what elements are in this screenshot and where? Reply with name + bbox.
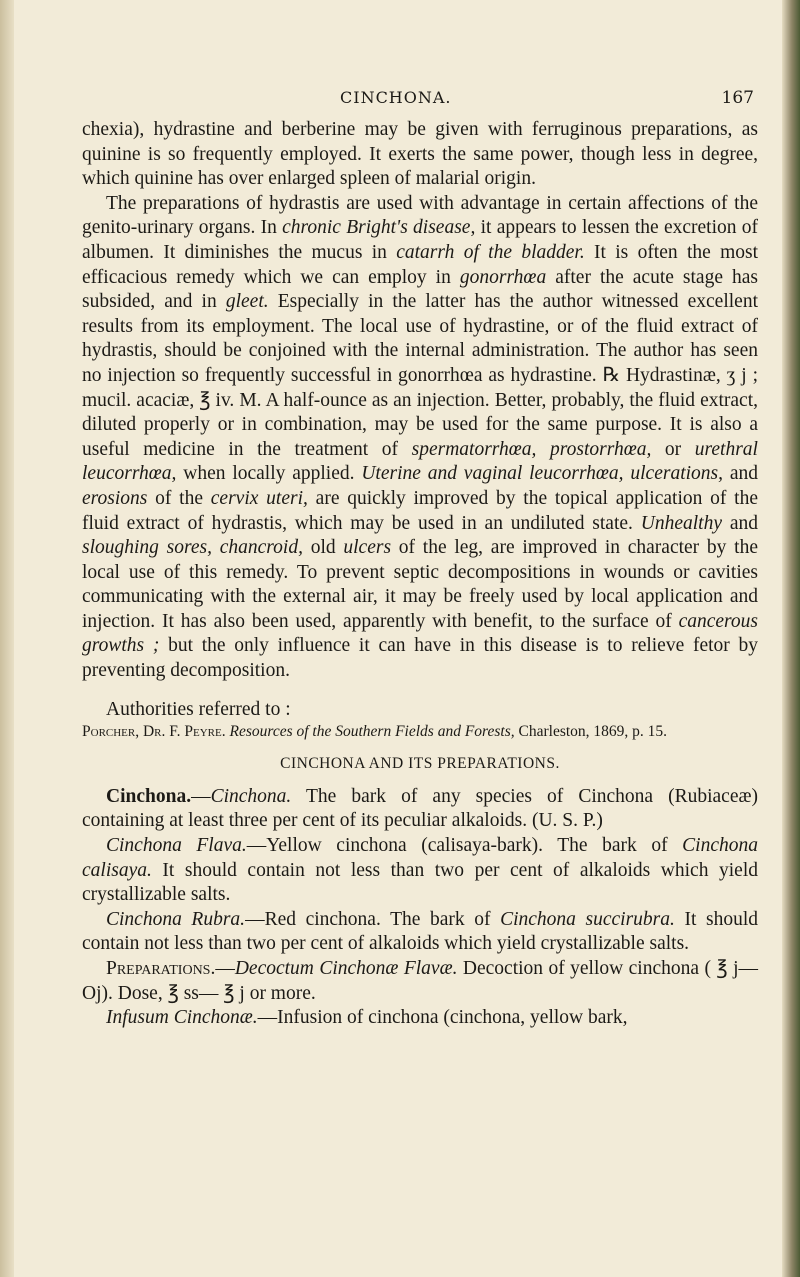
page-header (0, 88, 800, 112)
paragraph-genito-urinary: The preparations of hydrastis are used with advantage in certain affections of the genito-urinary organs. In chronic Bright's disease, it appears to lessen the excretion of albumen. It diminishes the mucus in catarrh of the bladder. It is often the most efficacious remedy which we can employ in gonorrhœa after the acute stage has subsided, and in gleet. Especially in the latter has the author witnessed excellent results from its employment. The local use of hydrastine, or of the fluid extract of hydrastis, should be conjoined with the internal administration. The author has seen no injection so frequently successful in gonorrhœa as hydrastine. ℞ Hydrastinæ, ʒ j ; mucil. acaciæ, ℥ iv. M. A half-ounce as an injection. Better, probably, the fluid extract, diluted properly or in combination, may be used for the same purpose. It is also a useful medicine in the treatment of spermatorrhœa, prostorrhœa, or urethral leucorrhœa, when locally applied. Uterine and vaginal leucorrhœa, ulcerations, and erosions of the cervix uteri, are quickly improved by the topical application of the fluid extract of hydrastis, which may be used in an undiluted state. Unhealthy and sloughing sores, chancroid, old ulcers of the leg, are improved in character by the local use of this remedy. To prevent septic decompositions in wounds or cavities communicating with the external air, it may be freely used by local application and injection. It has also been used, apparently with benefit, to the surface of cancerous growths ; but the only influence it can have in this disease is to relieve fetor by preventing decomposition. (82, 192, 759, 682)
page-number: 167 (721, 88, 754, 108)
book-edge (782, 0, 800, 1277)
paragraph-preparations: Preparations.—Decoctum Cinchonæ Flavæ. Decoction of yellow cinchona ( ℥ j—Oj). Dose, ℥ ss— ℥ j or more. (82, 958, 759, 1004)
paragraph-hydrastine-dosage: chexia), hydrastine and berberine may be given with ferruginous preparations, as quinine is so frequently employed. It exerts the same power, though less in degree, which quinine has over enlarged spleen of malarial origin. (82, 119, 758, 190)
paragraph-cinchona-rubra: Cinchona Rubra.—Red cinchona. The bark of Cinchona succirubra. It should contain not less than two per cent of alkaloids which yield crystallizable salts. (82, 908, 758, 955)
paragraph-cinchona-flava: Cinchona Flava.—Yellow cinchona (calisaya-bark). The bark of Cinchona calisaya. It should contain not less than two per cent of alkaloids which yield crystallizable salts. (82, 835, 758, 906)
paragraph-infusum: Infusum Cinchonæ.—Infusion of cinchona (cinchona, yellow bark, (106, 1007, 628, 1029)
section-heading: CINCHONA AND ITS PREPARATIONS. (280, 755, 560, 773)
running-head: CINCHONA. (340, 88, 452, 107)
page-body (82, 118, 758, 1031)
paragraph-cinchona: Cinchona.—Cinchona. The bark of any species of Cinchona (Rubiaceæ) containing at least three per cent of its peculiar alkaloids. (U. S. P.) (82, 785, 758, 832)
authorities-reference: Porcher, Dr. F. Peyre. Resources of the Southern Fields and Forests, Charleston, 1869, p. 15. (82, 723, 668, 741)
page-gutter (0, 0, 14, 1277)
authorities-label: Authorities referred to : (106, 698, 291, 720)
